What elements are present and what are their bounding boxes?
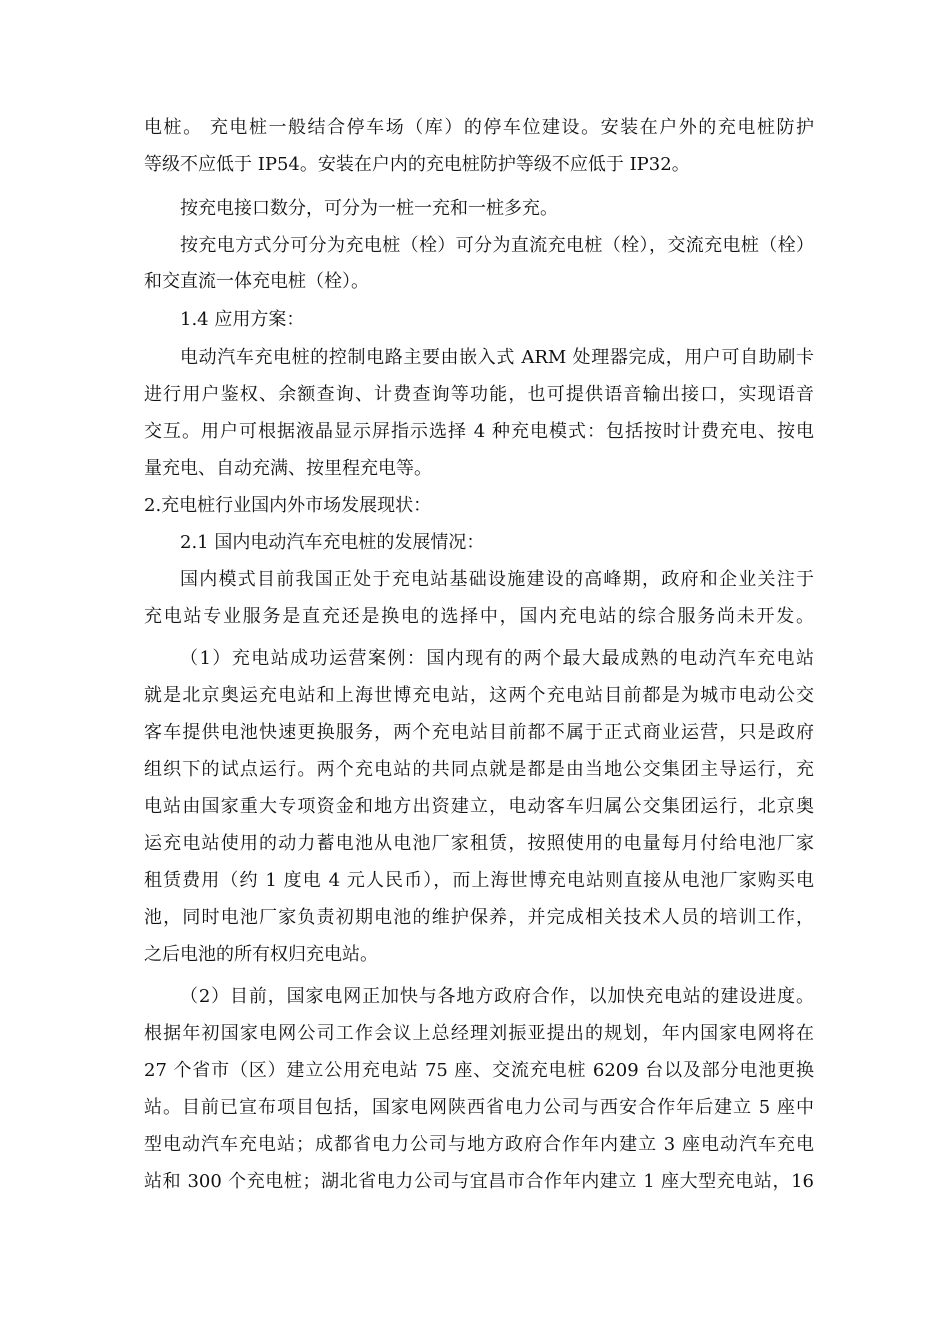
text-line: 按充电接口数分，可分为一桩一充和一桩多充。 xyxy=(180,198,558,219)
text-line: 站。目前已宣布项目包括，国家电网陕西省电力公司与西安合作年后建立 5 座中 xyxy=(144,1097,814,1118)
text-line: 客车提供电池快速更换服务，两个充电站目前都不属于正式商业运营，只是政府 xyxy=(144,722,814,743)
text-line: 量充电、自动充满、按里程充电等。 xyxy=(144,458,432,479)
text-line: 27 个省市（区）建立公用充电站 75 座、交流充电桩 6209 台以及部分电池更换 xyxy=(144,1060,814,1081)
text-line: 租赁费用（约 1 度电 4 元人民币），而上海世博充电站则直接从电池厂家购买电 xyxy=(144,870,814,891)
text-line: 国内模式目前我国正处于充电站基础设施建设的高峰期，政府和企业关注于 xyxy=(180,569,814,590)
text-line: 运充电站使用的动力蓄电池从电池厂家租赁，按照使用的电量每月付给电池厂家 xyxy=(144,833,814,854)
text-line: 充电站专业服务是直充还是换电的选择中，国内充电站的综合服务尚未开发。 xyxy=(144,606,814,627)
text-line: 型电动汽车充电站；成都省电力公司与地方政府合作年内建立 3 座电动汽车充电 xyxy=(144,1134,814,1155)
text-line: （2）目前，国家电网正加快与各地方政府合作，以加快充电站的建设进度。 xyxy=(180,986,814,1007)
text-line: （1）充电站成功运营案例：国内现有的两个最大最成熟的电动汽车充电站 xyxy=(180,648,814,669)
text-line: 按充电方式分可分为充电桩（栓）可分为直流充电桩（栓），交流充电桩（栓） xyxy=(180,235,814,256)
text-line: 等级不应低于 IP54。安装在户内的充电桩防护等级不应低于 IP32。 xyxy=(144,154,690,175)
text-line: 池，同时电池厂家负责初期电池的维护保养，并完成相关技术人员的培训工作， xyxy=(144,907,814,928)
text-line: 电动汽车充电桩的控制电路主要由嵌入式 ARM 处理器完成，用户可自助刷卡 xyxy=(180,347,814,368)
text-line: 电站由国家重大专项资金和地方出资建立，电动客车归属公交集团运行，北京奥 xyxy=(144,796,814,817)
section-heading: 2.充电桩行业国内外市场发展现状： xyxy=(144,495,432,516)
text-line: 站和 300 个充电桩；湖北省电力公司与宜昌市合作年内建立 1 座大型充电站，16 xyxy=(144,1171,814,1192)
text-line: 电桩。 充电桩一般结合停车场（库）的停车位建设。安装在户外的充电桩防护 xyxy=(144,117,814,138)
text-line: 进行用户鉴权、余额查询、计费查询等功能，也可提供语音输出接口，实现语音 xyxy=(144,384,814,405)
text-line: 组织下的试点运行。两个充电站的共同点就是都是由当地公交集团主导运行，充 xyxy=(144,759,814,780)
section-heading: 2.1 国内电动汽车充电桩的发展情况： xyxy=(180,532,485,553)
section-heading: 1.4 应用方案： xyxy=(180,309,305,330)
text-line: 根据年初国家电网公司工作会议上总经理刘振亚提出的规划，年内国家电网将在 xyxy=(144,1023,814,1044)
text-line: 就是北京奥运充电站和上海世博充电站，这两个充电站目前都是为城市电动公交 xyxy=(144,685,814,706)
text-line: 和交直流一体充电桩（栓）。 xyxy=(144,271,369,292)
text-line: 交互。用户可根据液晶显示屏指示选择 4 种充电模式：包括按时计费充电、按电 xyxy=(144,421,814,442)
text-line: 之后电池的所有权归充电站。 xyxy=(144,944,378,965)
